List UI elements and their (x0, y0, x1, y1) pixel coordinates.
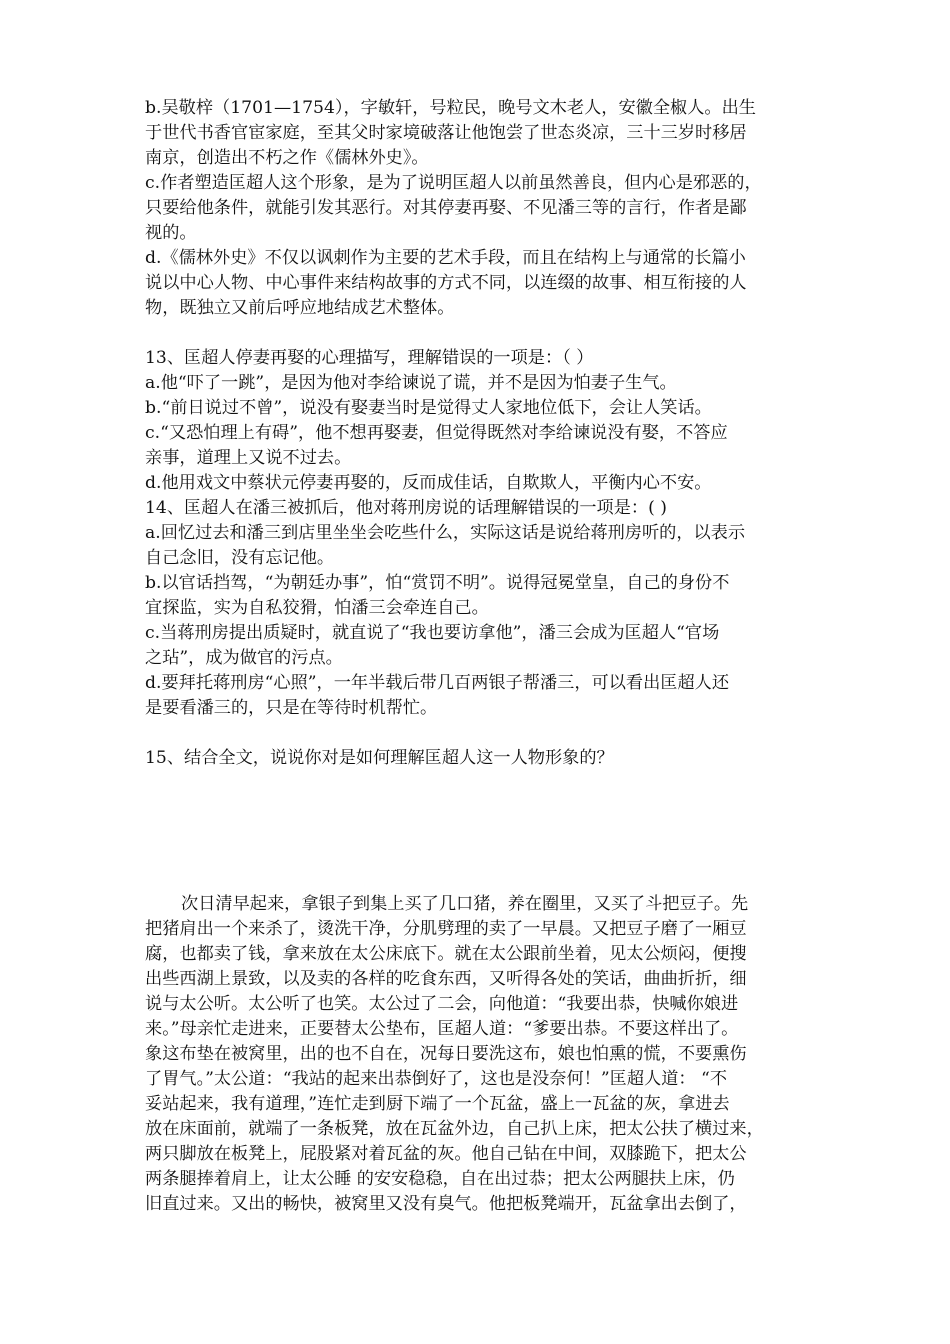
text-line: 南京，创造出不朽之作《儒林外史》。 (145, 148, 429, 168)
text-line: 只要给他条件，就能引发其恶行。对其停妻再娶、不见潘三等的言行，作者是鄙 (145, 198, 747, 218)
question-14-option-c: 之玷”，成为做官的污点。 (145, 648, 343, 668)
question-13-option-a: a.他“吓了一跳”，是因为他对李给谏说了谎，并不是因为怕妻子生气。 (145, 373, 677, 393)
passage-line: 放在床面前，就端了一条板凳，放在瓦盆外边，自己扒上床，把太公扶了横过来， (145, 1119, 764, 1139)
passage-line: 把猪肩出一个来杀了，烫洗干净，分肌劈理的卖了一早晨。又把豆子磨了一厢豆 (145, 919, 747, 939)
question-13-option-c: 亲事，道理上又说不过去。 (145, 448, 352, 468)
option-c-paragraph (145, 171, 813, 246)
question-13-option-b: b.“前日说过不曾”，说没有娶妻当时是觉得丈人家地位低下，会让人笑话。 (145, 398, 712, 418)
text-line: 物，既独立又前后呼应地结成艺术整体。 (145, 298, 455, 318)
question-15-stem: 15、结合全文，说说你对是如何理解匡超人这一人物形象的？ (145, 748, 614, 768)
passage-line: 象这布垫在被窝里，出的也不自在，况每日要洗这布，娘也怕熏的慌，不要熏伤 (145, 1044, 747, 1064)
passage-line: 了胃气。”太公道：“我站的起来出恭倒好了，这也是没奈何！”匡超人道： “不 (145, 1069, 728, 1089)
question-14-stem: 14、匡超人在潘三被抓后，他对蒋刑房说的话理解错误的一项是：( ) (145, 498, 667, 518)
text-line: c.作者塑造匡超人这个形象，是为了说明匡超人以前虽然善良，但内心是邪恶的， (145, 173, 762, 193)
text-line: 说以中心人物、中心事件来结构故事的方式不同，以连缀的故事、相互衔接的人 (145, 273, 747, 293)
option-b-paragraph (145, 96, 813, 171)
question-13-option-c: c.“又恐怕理上有碍”，他不想再娶妻，但觉得既然对李给谏说没有娶，不答应 (145, 423, 728, 443)
question-14 (145, 496, 813, 721)
question-14-option-a: 自己念旧，没有忘记他。 (145, 548, 335, 568)
answer-space (145, 771, 813, 892)
text-line: b.吴敬梓（1701—1754），字敏轩，号粒民，晚号文木老人，安徽全椒人。出生 (145, 98, 756, 118)
question-14-option-b: 宜探监，实为自私狡猾，怕潘三会牵连自己。 (145, 598, 489, 618)
question-13-stem: 13、匡超人停妻再娶的心理描写，理解错误的一项是：（ ） (145, 348, 594, 368)
question-14-option-b: b.以官话挡驾，“为朝廷办事”，怕“赏罚不明”。说得冠冕堂皇，自己的身份不 (145, 573, 730, 593)
passage-line: 说与太公听。太公听了也笑。太公过了二会，向他道：“我要出恭，快喊你娘进 (145, 994, 739, 1014)
text-line: d.《儒林外史》不仅以讽刺作为主要的艺术手段，而且在结构上与通常的长篇小 (145, 248, 746, 268)
text-line: 于世代书香官宦家庭，至其父时家境破落让他饱尝了世态炎凉，三十三岁时移居 (145, 123, 747, 143)
spacer (145, 721, 813, 746)
reading-passage (145, 892, 813, 1217)
passage-line: 旧直过来。又出的畅快，被窝里又没有臭气。他把板凳端开，瓦盆拿出去倒了， (145, 1194, 747, 1214)
spacer (145, 321, 813, 346)
question-14-option-a: a.回忆过去和潘三到店里坐坐会吃些什么，实际这话是说给蒋刑房听的，以表示 (145, 523, 746, 543)
passage-line: 两只脚放在板凳上，屁股紧对着瓦盆的灰。他自己钻在中间，双膝跪下，把太公 (145, 1144, 747, 1164)
text-line: 视的。 (145, 223, 197, 243)
passage-line: 妥站起来，我有道理，”连忙走到厨下端了一个瓦盆，盛上一瓦盆的灰，拿进去 (145, 1094, 730, 1114)
passage-line: 来。”母亲忙走进来，正要替太公垫布，匡超人道：“爹要出恭。不要这样出了。 (145, 1019, 739, 1039)
option-d-paragraph (145, 246, 813, 321)
question-14-option-c: c.当蒋刑房提出质疑时，就直说了“我也要访拿他”，潘三会成为匡超人“官场 (145, 623, 720, 643)
question-14-option-d: d.要拜托蒋刑房“心照”，一年半载后带几百两银子帮潘三，可以看出匡超人还 (145, 673, 730, 693)
passage-line: 次日清早起来，拿银子到集上买了几口猪，养在圈里，又买了斗把豆子。先 (181, 894, 749, 914)
passage-line: 出些西湖上景致，以及卖的各样的吃食东西，又听得各处的笑话，曲曲折折，细 (145, 969, 747, 989)
question-13 (145, 346, 813, 496)
passage-line: 两条腿捧着肩上，让太公睡 的安安稳稳，自在出过恭；把太公两腿扶上床，仍 (145, 1169, 735, 1189)
passage-line: 腐，也都卖了钱，拿来放在太公床底下。就在太公跟前坐着，见太公烦闷，便搜 (145, 944, 747, 964)
document-page (145, 96, 813, 1217)
question-15 (145, 746, 813, 771)
question-13-option-d: d.他用戏文中蔡状元停妻再娶的，反而成佳话，自欺欺人，平衡内心不安。 (145, 473, 712, 493)
question-14-option-d: 是要看潘三的，只是在等待时机帮忙。 (145, 698, 438, 718)
